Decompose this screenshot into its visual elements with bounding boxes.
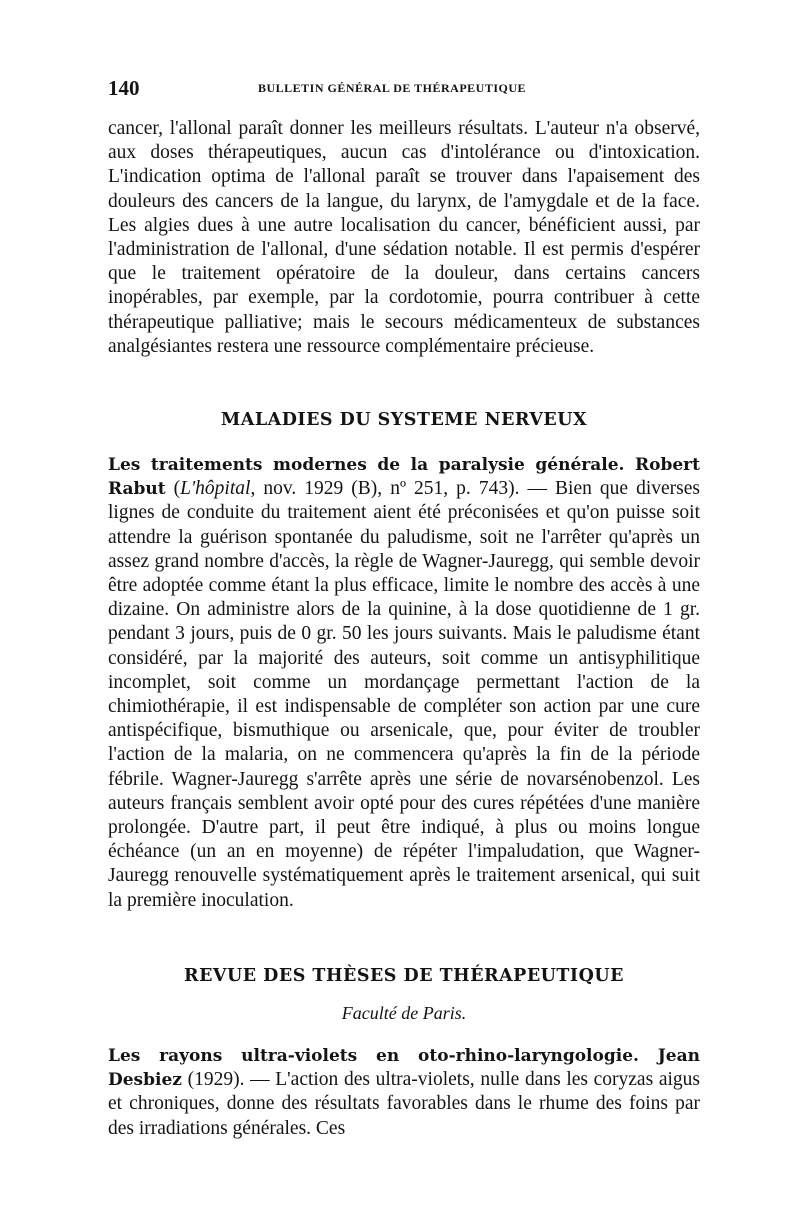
running-title: BULLETIN GÉNÉRAL DE THÉRAPEUTIQUE [258, 81, 527, 95]
article-paralysie-block [108, 453, 700, 913]
article-body-2: L'action des ultra-violets, nulle dans les coryzas aigus et chroniques, donne des résultats favorables dans le rhume des foins par des irradiations générales. Ces [108, 1069, 700, 1139]
faculty-subtitle: Faculté de Paris. [341, 1003, 467, 1023]
article-title-2: Les rayons ultra-violets en oto-rhino-laryngologie. Jean Desbiez [108, 1046, 700, 1091]
page-header [108, 76, 700, 100]
article-paralysie: Les traitements modernes de la paralysie générale. Robert Rabut (L'hôpital, nov. 1929 (B), nº 251, p. 743). — Bien que diverses lignes de conduite du traitement aient été préconisées et qu'on puisse soit attendre la guérison spontanée du paludisme, soit ne l'arrêter qu'après un assez grand nombre d'accès, la règle de Wagner-Jauregg, qui semble devoir être adoptée comme étant la plus efficace, limite le nombre des accès à une dizaine. On administre alors de la quinine, à la dose quotidienne de 1 gr. pendant 3 jours, puis de 0 gr. 50 les jours suivants. Mais le paludisme étant considéré, par la majorité des auteurs, soit comme un antisyphilitique incomplet, soit comme un mordançage permettant l'action de la chimiothérapie, il est indispensable de compléter son action par une cure antispécifique, bismuthique ou arsenicale, que, pour éviter de troubler l'action de la malaria, on ne commencera qu'après la fin de la période fébrile. Wagner-Jauregg s'arrête après une série de novarsénobenzol. Les auteurs français semblent avoir opté pour des cures répétées d'une manière prolongée. D'autre part, il peut être indiqué, à plus ou moins longue échéance (un an en moyenne) de répéter l'impaludation, que Wagner-Jauregg renouvelle systématiquement après le traitement arsenical, qui suit la première inoculation. [108, 455, 700, 911]
article-citation-2: (1929). — [181, 1069, 276, 1091]
article-citation: , nov. 1929 (B), nº 251, p. 743). — [250, 478, 556, 500]
page-number: 140 [108, 76, 140, 100]
intro-paragraph: cancer, l'allonal paraît donner les meilleurs résultats. L'auteur n'a observé, aux doses thérapeutiques, aucun cas d'intolérance ou d'intoxication. L'indication optima de l'allonal paraît se trouver dans l'apaisement des douleurs des cancers de la langue, du larynx, de l'amygdale et de la face. Les algies dues à une autre localisation du cancer, bénéficient aussi, par l'administration de l'allonal, d'une sédation notable. Il est permis d'espérer que le traitement opératoire de la douleur, dans certains cancers inopérables, par exemple, par la cordotomie, pourra contribuer à cette thérapeutique palliative; mais le secours médicamenteux de substances analgésiantes restera une ressource complémentaire précieuse. [108, 118, 700, 357]
source-journal: L'hôpital [180, 478, 251, 500]
section-title-theses: REVUE DES THÈSES DE THÉRAPEUTIQUE [184, 966, 624, 986]
intro-paragraph-block [108, 117, 700, 359]
article-ultraviolets [108, 1044, 700, 1141]
article-ultraviolets-block [108, 1044, 700, 1141]
article-body: Bien que diverses lignes de conduite du traitement aient été préconisées et qu'on puisse soit attendre la guérison spontanée du paludisme, soit ne l'arrêter qu'après un assez grand nombre d'accès, la règle de Wagner-Jauregg, qui semble devoir être adoptée comme étant la plus efficace, limite le nombre des accès à une dizaine. On administre alors de la quinine, à la dose quotidienne de 1 gr. pendant 3 jours, puis de 0 gr. 50 les jours suivants. Mais le paludisme étant considéré, par la majorité des auteurs, soit comme un antisyphilitique incomplet, soit comme un mordançage permettant l'action de la chimiothérapie, il est indispensable de compléter son action par une cure antispécifique, bismuthique ou arsenicale, que, pour éviter de troubler l'action de la malaria, on ne commencera qu'après la fin de la période fébrile. Wagner-Jauregg s'arrête après une série de novarsénobenzol. Les auteurs français semblent avoir opté pour des cures répétées d'une manière prolongée. D'autre part, il peut être indiqué, à plus ou moins longue échéance (un an en moyenne) de répéter l'impaludation, que Wagner-Jauregg renouvelle systématiquement après le traitement arsenical, qui suit la première inoculation. [108, 478, 700, 911]
section-title-nervous-system: MALADIES DU SYSTEME NERVEUX [220, 410, 588, 430]
article-title: Les traitements modernes de la paralysie générale. Robert Rabut [108, 455, 700, 500]
